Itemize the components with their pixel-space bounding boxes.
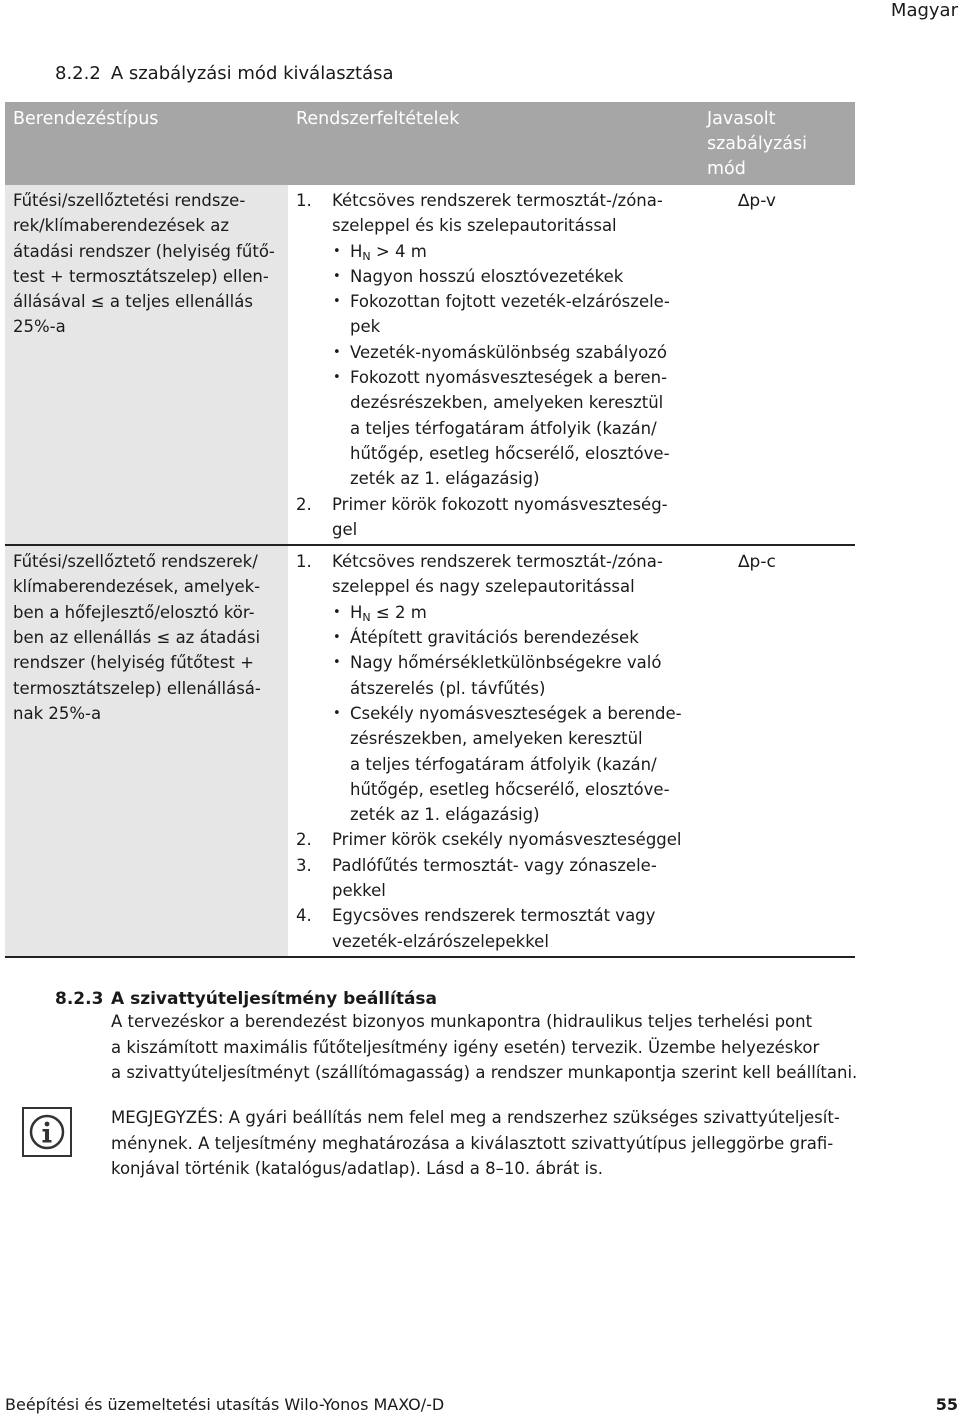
table-row [5, 185, 855, 545]
bullet-item [332, 600, 691, 625]
bullet-item [332, 365, 691, 491]
bullet-subscript: N [362, 249, 371, 263]
condition-number: 1. [296, 552, 312, 572]
condition-bullets [332, 600, 691, 828]
bullet-text: Fokozott nyomásveszteségek a beren- dezésrészekben, amelyeken keresztül a teljes térfogatáram átfolyik (kazán/ hűtőgép, esetleg hőcserélő, elosztóve- zeték az 1. elágazásig) [350, 368, 670, 489]
bullet-subscript: N [362, 610, 371, 624]
condition-text: Primer körök fokozott nyomásveszteség- gel [332, 494, 668, 539]
column-header-type: Berendezéstípus [5, 102, 288, 185]
bullet-item [332, 701, 691, 827]
bullet-text: Átépített gravitációs berendezések [350, 628, 639, 648]
control-mode-table [5, 102, 855, 958]
table-row [5, 545, 855, 957]
info-icon [22, 1107, 72, 1157]
condition-item [296, 903, 691, 954]
condition-number: 4. [296, 906, 312, 926]
condition-item [296, 492, 691, 543]
bullet-text: Nagy hőmérsékletkülönbségekre való átszerelés (pl. távfűtés) [350, 653, 662, 698]
column-header-conditions: Rendszerfeltételek [288, 102, 699, 185]
condition-text: Kétcsöves rendszerek termosztát-/zóna- szeleppel és nagy szelepautoritással [332, 552, 663, 597]
system-conditions-cell [288, 545, 699, 957]
bullet-text: Fokozottan fojtott vezeték-elzárószele- pek [350, 292, 670, 337]
recommended-mode: ∆p-c [738, 552, 776, 573]
equipment-type-cell: Fűtési/szellőztető rendszerek/ klímaberendezések, amelyek- ben a hőfejlesztő/elosztó kör- ben az ellenállás ≤ az átadási rendszer (helyiség fűtőtest + termosztátszelep) ellenállásá- nak 25%-a [5, 545, 288, 957]
condition-number: 1. [296, 191, 312, 210]
section-body: A tervezéskor a berendezést bizonyos munkapontra (hidraulikus teljes terhelési pont a kiszámított maximális fűtőteljesítmény igény esetén) tervezik. Üzembe helyezéskor a szivattyúteljesítményt (szállítómagasság) a rendszer munkapontja szerint kell beállítani. [111, 1012, 858, 1082]
conditions-list [296, 188, 691, 542]
condition-number: 2. [296, 494, 312, 514]
bullet-item [332, 340, 691, 365]
table-header-row [5, 102, 855, 185]
condition-number: 3. [296, 855, 312, 875]
bullet-text: Vezeték-nyomáskülönbség szabályozó [350, 342, 667, 362]
recommended-mode-cell [699, 545, 855, 957]
section-number: 8.2.2 [55, 63, 101, 84]
condition-number: 2. [296, 830, 312, 850]
section-title: A szabályzási mód kiválasztása [110, 63, 394, 84]
page-number: 55 [935, 1395, 958, 1414]
bullet-item [332, 239, 691, 264]
bullet-text-suffix: ≤ 2 m [370, 602, 427, 622]
bullet-text-suffix: > 4 m [370, 241, 427, 261]
note-text: MEGJEGYZÉS: A gyári beállítás nem felel meg a rendszerhez szükséges szivattyúteljesít- ménynek. A teljesítmény meghatározása a kiválasztott szivattyútípus jelleggörbe grafi- konjával történik (katalógus/adatlap). Lásd a 8–10. ábrát is. [111, 1108, 840, 1178]
section-number: 8.2.3 [55, 989, 104, 1009]
section-heading [55, 63, 394, 84]
column-header-mode: Javasolt szabályzási mód [699, 102, 855, 185]
condition-text: Primer körök csekély nyomásveszteséggel [332, 830, 682, 850]
footer-text: Beépítési és üzemeltetési utasítás Wilo-Yonos MAXO/-D [5, 1395, 445, 1414]
system-conditions-cell [288, 185, 699, 545]
bullet-text: Csekély nyomásveszteségek a berende- zésrészekben, amelyeken keresztül a teljes térfogatáram átfolyik (kazán/ hűtőgép, esetleg hőcserélő, elosztóve- zeték az 1. elágazásig) [350, 703, 682, 825]
condition-bullets [332, 239, 691, 492]
bullet-item [332, 625, 691, 650]
condition-item [296, 827, 691, 852]
bullet-text: Nagyon hosszú elosztóvezetékek [350, 266, 624, 286]
condition-item [296, 853, 691, 904]
section-title: A szivattyúteljesítmény beállítása [111, 989, 438, 1009]
bullet-item [332, 650, 691, 701]
recommended-mode-cell [699, 185, 855, 545]
recommended-mode: ∆p-v [738, 191, 776, 211]
bullet-text: H [350, 241, 363, 261]
condition-text: Kétcsöves rendszerek termosztát-/zóna- szeleppel és kis szelepautoritással [332, 191, 663, 236]
bullet-item [332, 264, 691, 289]
section-heading [55, 989, 915, 1009]
language-label: Magyar [890, 0, 958, 21]
equipment-type-cell: Fűtési/szellőztetési rendsze- rek/klímaberendezések az átadási rendszer (helyiség fűtő- test + termosztátszelep) ellen- állásával ≤ a teljes ellenállás 25%-a [5, 185, 288, 545]
section-pump-setting [55, 989, 915, 1086]
condition-text: Egycsöves rendszerek termosztát vagy vezeték-elzárószelepekkel [332, 906, 656, 951]
conditions-list [296, 549, 691, 954]
bullet-text: H [350, 602, 363, 622]
bullet-item [332, 289, 691, 340]
condition-item [296, 188, 691, 492]
condition-item [296, 549, 691, 827]
condition-text: Padlófűtés termosztát- vagy zónaszele- pekkel [332, 855, 657, 901]
